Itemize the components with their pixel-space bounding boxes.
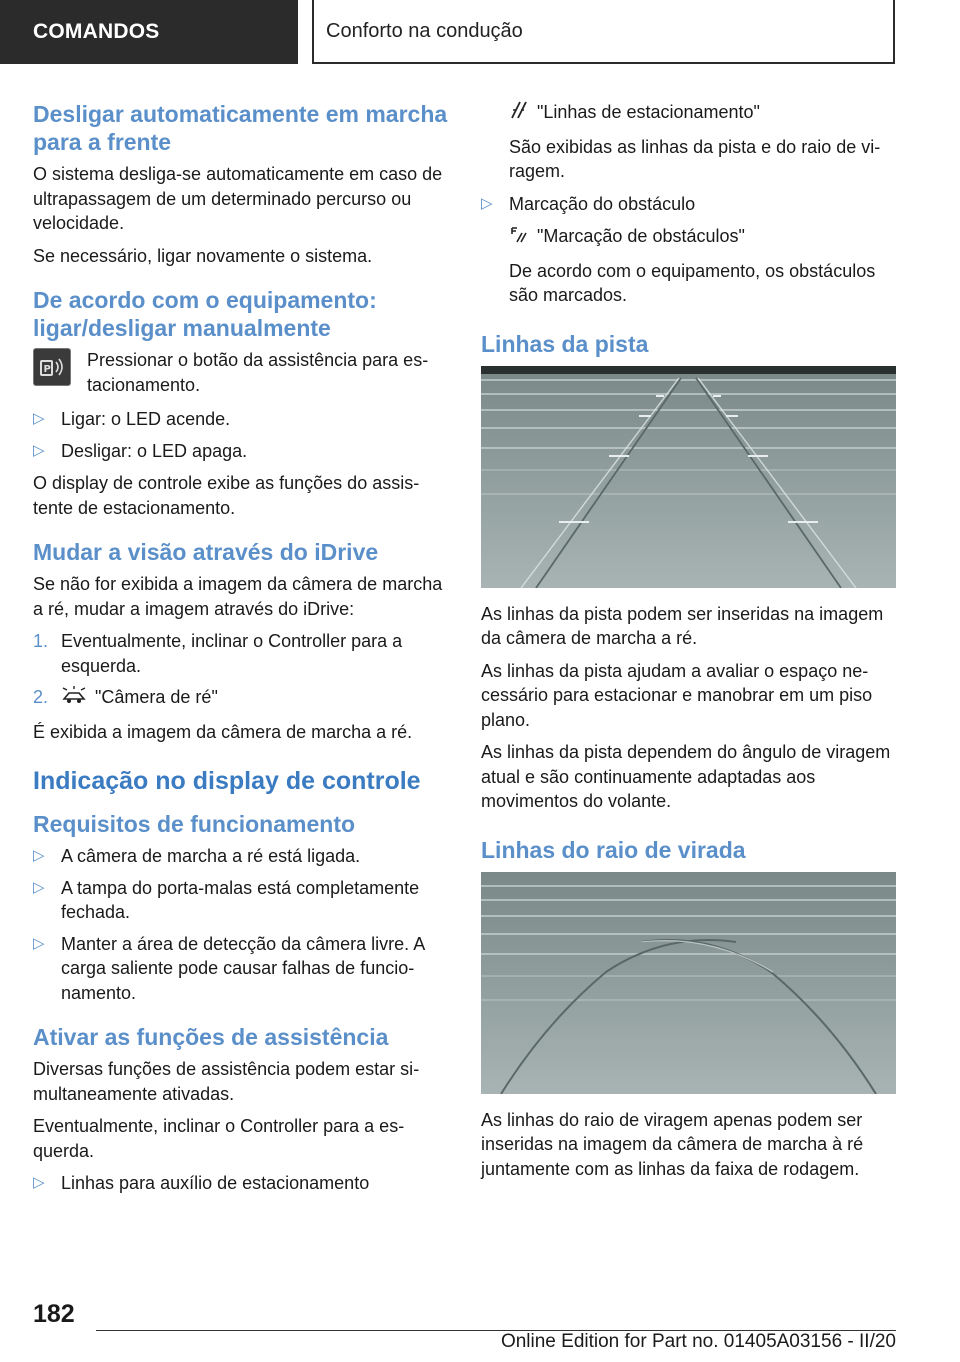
svg-text:P: P: [43, 364, 51, 375]
list-item: 1. Eventualmente, inclinar o Controller para a esquerda.: [33, 631, 403, 676]
steps-list: [33, 629, 448, 712]
button-instruction-text: Pressionar o botão da assistência para estacionamento.: [87, 350, 429, 395]
paragraph: As linhas do raio de viragem apenas podem ser inseridas na imagem da câmera de marcha à ré juntamente com as linhas da faixa de rodagem.: [481, 1109, 864, 1179]
paragraph: O sistema desliga-se automaticamente em caso de ultrapassagem de um determinado percurso ou velocidade.: [33, 164, 443, 233]
onoff-list: [33, 407, 448, 463]
list-item: ▷ A tampa do porta-malas está completamente fechada.: [33, 877, 420, 922]
section-title-lane-lines: Linhas da pista: [481, 330, 649, 357]
list-item: ▷ Linhas para auxílio de estacionamento: [33, 1171, 448, 1196]
triangle-right-icon: ▷: [33, 410, 45, 427]
obstacle-marking-icon: [509, 224, 529, 251]
paragraph: Diversas funções de assistência podem estar simultaneamente ativadas.: [33, 1059, 420, 1104]
paragraph: O display de controle exibe as funções do assistente de estacionamento.: [33, 473, 420, 518]
turning-radius-image: [481, 872, 896, 1094]
edition-note: Online Edition for Part no. 01405A03156 - II/20: [500, 1331, 896, 1352]
triangle-right-icon: ▷: [33, 878, 45, 896]
triangle-right-icon: ▷: [33, 934, 45, 952]
chapter-title-display: Indicação no display de controle: [33, 767, 421, 795]
paragraph: As linhas da pista dependem do ângulo de viragem atual e são continuamente adaptadas aos movimentos do volante.: [481, 742, 891, 811]
obstacle-list: [481, 192, 896, 217]
section-title-requirements: Requisitos de funcionamento: [33, 811, 356, 837]
left-column: [33, 100, 448, 1204]
page-number: 182: [33, 1300, 75, 1328]
list-item: 2. "Câmera de ré": [33, 685, 448, 712]
paragraph: As linhas da pista ajudam a avaliar o espaço necessário para estacionar e manobrar em um piso plano.: [481, 660, 873, 730]
triangle-right-icon: ▷: [33, 441, 45, 459]
menu-label-line: "Linhas de estacionamento": [481, 100, 896, 127]
list-item: ▷ Ligar: o LED acende.: [33, 407, 448, 432]
list-item: ▷ A câmera de marcha a ré está ligada.: [33, 844, 448, 869]
button-instruction: [33, 348, 448, 397]
lane-lines-image: [481, 366, 896, 588]
paragraph: As linhas da pista podem ser inseridas na imagem da câmera de marcha a ré.: [481, 603, 884, 648]
list-item: ▷ Desligar: o LED apaga.: [33, 439, 448, 464]
triangle-right-icon: ▷: [33, 1174, 45, 1191]
section-title-activate: Ativar as funções de assistência: [33, 1024, 389, 1050]
rear-camera-icon: [61, 685, 87, 712]
paragraph: Se não for exibida a imagem da câmera de marcha a ré, mudar a imagem através do iDrive:: [33, 574, 443, 619]
paragraph: Eventualmente, inclinar o Controller para a esquerda.: [33, 1116, 405, 1161]
section-header: COMANDOS: [0, 0, 298, 64]
parking-lines-icon: [509, 100, 529, 127]
parking-assist-button-icon: [33, 348, 71, 386]
chapter-header: Conforto na condução: [312, 0, 895, 64]
section-title-manual: De acordo com o equipamento: ligar/desligar manualmente: [33, 287, 377, 341]
paragraph: Se necessário, ligar novamente o sistema.: [33, 245, 373, 266]
paragraph: De acordo com o equipamento, os obstáculos são marcados.: [509, 260, 876, 305]
triangle-right-icon: ▷: [481, 194, 493, 212]
right-column: [481, 100, 896, 1189]
functions-list: [33, 1171, 448, 1196]
menu-label-obstacle: "Marcação de obstáculos": [481, 224, 896, 251]
paragraph: É exibida a imagem da câmera de marcha a ré.: [33, 721, 413, 742]
section-title-idrive: Mudar a visão através do iDrive: [33, 539, 379, 565]
triangle-right-icon: ▷: [33, 847, 45, 864]
list-item: ▷ Marcação do obstáculo: [481, 192, 896, 217]
paragraph: São exibidas as linhas da pista e do raio de viragem.: [509, 136, 881, 181]
list-item: ▷ Manter a área de detecção da câmera livre. A carga saliente pode causar falhas de funcionamento.: [33, 933, 425, 1003]
section-title-turning-radius: Linhas do raio de virada: [481, 836, 746, 863]
requirements-list: [33, 844, 448, 1005]
section-title-auto-off: Desligar automaticamente em marcha para a frente: [33, 101, 448, 155]
